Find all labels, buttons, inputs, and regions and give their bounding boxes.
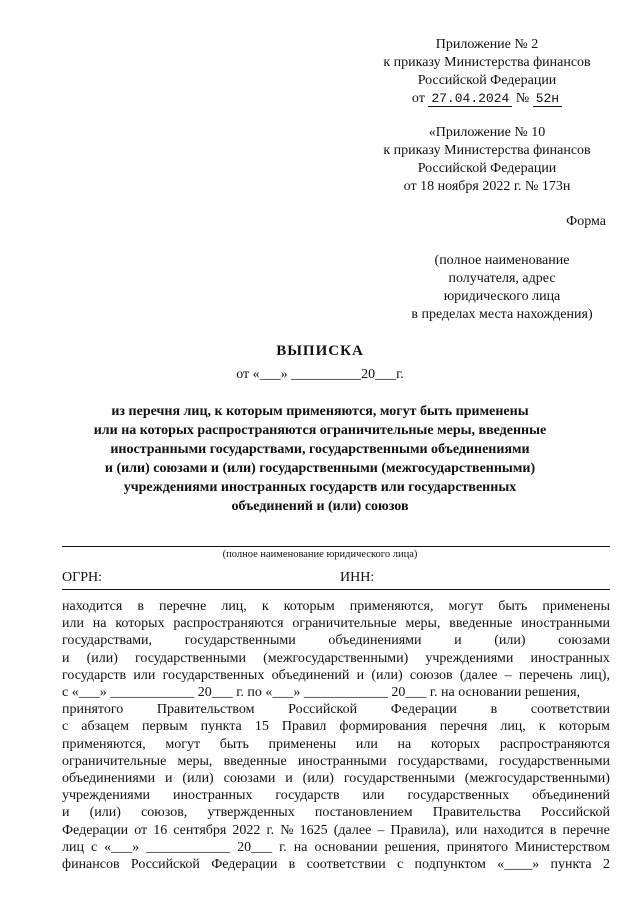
body-word: (или): [86, 650, 118, 666]
body-word: или: [133, 667, 156, 683]
body-paragraph: [62, 598, 610, 873]
body-word: Российской: [540, 805, 610, 821]
body-word: принятого: [446, 839, 509, 855]
body-word: и: [454, 633, 462, 649]
body-word: иностранных: [173, 788, 253, 804]
date-prefix: от: [411, 91, 425, 106]
body-word: объединений: [271, 667, 350, 683]
body-word: находится: [483, 822, 544, 838]
body-word: и: [285, 771, 293, 787]
document-title: ВЫПИСКА: [276, 343, 364, 359]
subtitle-line: из перечня лиц, к которым применяются, могут быть применены: [111, 404, 529, 419]
body-line: [62, 667, 610, 684]
body-word: Правил: [281, 719, 327, 735]
body-word: постановлением: [314, 805, 413, 821]
body-word: объединений: [532, 788, 610, 804]
appendix-header: [356, 36, 618, 108]
body-word: государствами,: [397, 753, 488, 769]
body-word: (или): [182, 771, 214, 787]
inner-appendix-date-line: от 18 ноября 2022 г. № 173н: [403, 179, 571, 194]
body-word: от: [134, 822, 148, 838]
body-word: 15: [254, 719, 269, 735]
body-word: (или): [89, 805, 121, 821]
body-word: государственными: [134, 650, 247, 666]
body-word: и: [62, 650, 70, 666]
order-number: 52н: [533, 91, 562, 107]
recipient-block: [382, 252, 622, 324]
body-word: 20___: [237, 839, 273, 855]
body-word: объединениями: [62, 771, 156, 787]
body-word: ограничительные: [62, 753, 167, 769]
body-line: [62, 615, 610, 632]
body-word: в: [549, 822, 557, 838]
ogrn-label: ОГРН:: [62, 570, 102, 585]
inner-appendix-header: [356, 124, 618, 196]
body-word: введенные: [223, 753, 287, 769]
body-word: основании: [314, 839, 378, 855]
body-line: [62, 753, 610, 770]
body-word: в: [137, 599, 144, 614]
body-word: формирования: [339, 719, 427, 735]
body-word: сентября: [173, 822, 227, 838]
body-word: Федерации: [211, 857, 278, 873]
document-date-line: от «___» __________20___г.: [236, 367, 404, 382]
document-subtitle: [0, 402, 640, 516]
body-line: [62, 718, 610, 735]
appendix-title: Приложение № 2: [435, 37, 539, 52]
body-word: которых: [430, 736, 481, 752]
body-word: союзами: [558, 633, 610, 649]
body-word: союзами: [223, 771, 276, 787]
body-word: государственными: [184, 633, 296, 649]
body-word: или: [362, 788, 385, 804]
body-word: в: [490, 702, 498, 718]
body-word: Правительства: [432, 805, 521, 821]
body-word: (или): [302, 771, 334, 787]
body-word: которых: [115, 616, 165, 632]
body-word: и: [62, 805, 70, 821]
body-word: или: [455, 822, 478, 838]
body-word: Министерством: [515, 839, 610, 855]
body-word: ____________: [146, 839, 231, 855]
body-word: (далее: [459, 667, 498, 683]
body-word: «___»: [104, 839, 140, 855]
body-word: распространяются: [499, 736, 610, 752]
body-word: государств: [275, 788, 340, 804]
body-word: в: [288, 857, 296, 873]
body-word: на: [293, 839, 308, 855]
body-word: государственных: [162, 667, 265, 683]
body-word: применяются,: [349, 599, 434, 614]
body-word: меры,: [177, 753, 213, 769]
body-word: Российской: [288, 702, 358, 718]
body-word: перечне: [562, 822, 610, 838]
body-word: которым: [558, 719, 610, 735]
appendix-order-line: к приказу Министерства финансов: [383, 55, 591, 70]
body-word: решения,: [384, 839, 440, 855]
body-word: пункта: [200, 719, 242, 735]
body-word: Федерации: [62, 822, 129, 838]
body-word: 1625: [299, 822, 328, 838]
body-line: с «___» ____________ 20___ г. по «___» ____________ 20___ г. на основании решения,: [62, 685, 581, 701]
body-word: применены: [268, 736, 337, 752]
body-word: государствами,: [62, 633, 153, 649]
body-word: иностранными: [521, 616, 610, 632]
body-word: соответствии: [530, 702, 610, 718]
body-line: [62, 839, 610, 856]
body-word: быть: [498, 599, 528, 614]
body-word: (или): [494, 633, 526, 649]
body-word: лиц),: [579, 667, 610, 683]
body-word: находится: [62, 599, 123, 614]
body-word: быть: [219, 736, 249, 752]
org-name-line: [62, 546, 610, 547]
body-word: соответствии: [306, 857, 386, 873]
body-word: к: [261, 599, 269, 614]
recipient-line-1: (полное наименование: [434, 253, 570, 268]
body-word: 16: [153, 822, 168, 838]
body-line: [62, 787, 610, 804]
inn-label: ИНН:: [340, 570, 375, 585]
body-word: введенные: [449, 616, 513, 632]
body-word: распространяются: [173, 616, 284, 632]
body-word: государственными: [343, 771, 455, 787]
body-word: государственных: [407, 788, 510, 804]
ogrn-inn-line: [62, 589, 610, 590]
body-word: и: [356, 667, 365, 683]
body-word: или: [355, 736, 378, 752]
org-name-caption: (полное наименование юридического лица): [222, 549, 418, 560]
body-word: государств: [62, 667, 127, 683]
body-word: лиц,: [500, 719, 526, 735]
body-word: подпунктом: [414, 857, 486, 873]
body-word: иностранных: [530, 650, 610, 666]
body-word: Правила),: [390, 822, 450, 838]
body-word: на: [92, 616, 107, 632]
body-word: союзов: [409, 667, 453, 683]
body-word: иностранными: [297, 753, 387, 769]
recipient-line-4: в пределах места нахождения): [411, 307, 593, 322]
form-label: Форма: [566, 214, 606, 229]
body-word: учреждениями: [425, 650, 514, 666]
body-line: [62, 650, 610, 667]
body-word: лиц,: [221, 599, 247, 614]
body-word: или: [62, 616, 84, 632]
body-line: [62, 736, 610, 753]
body-word: с: [90, 839, 98, 855]
appendix-date-line: [356, 90, 618, 108]
body-word: г.: [279, 839, 287, 855]
body-word: перечень: [518, 667, 573, 683]
body-word: 2022: [232, 822, 261, 838]
body-word: 2: [602, 857, 610, 873]
subtitle-line: или на которых распространяются ограничительные меры, введенные: [93, 423, 547, 438]
body-word: (или): [371, 667, 403, 683]
number-prefix: №: [515, 91, 530, 106]
body-word: Правительством: [156, 702, 255, 718]
body-word: г.: [266, 822, 275, 838]
subtitle-line: учреждениями иностранных государств или государственных: [123, 480, 517, 495]
body-word: применены: [542, 599, 610, 614]
body-word: Федерации: [390, 702, 457, 718]
body-word: перечне: [158, 599, 207, 614]
body-word: финансов: [62, 857, 120, 873]
body-line: [62, 598, 610, 615]
subtitle-line: и (или) союзами и (или) государственными (межгосударственными): [104, 461, 536, 476]
body-word: (межгосударственными): [464, 771, 610, 787]
body-line: [62, 701, 610, 718]
subtitle-line: объединений и (или) союзов: [231, 499, 409, 514]
order-date: 27.04.2024: [428, 91, 512, 107]
recipient-line-3: юридического лица: [443, 289, 561, 304]
body-word: ограничительные: [292, 616, 397, 632]
body-word: «____»: [497, 857, 540, 873]
inner-appendix-title: «Приложение № 10: [428, 125, 546, 140]
body-word: применяются,: [62, 736, 146, 752]
body-word: с: [62, 719, 69, 735]
body-word: перечня: [439, 719, 488, 735]
body-word: первым: [142, 719, 188, 735]
body-word: которым: [283, 599, 335, 614]
body-word: союзов,: [141, 805, 188, 821]
body-line: [62, 632, 610, 649]
body-word: лиц: [62, 839, 84, 855]
body-word: государственными: [498, 753, 610, 769]
appendix-federation-line: Российской Федерации: [417, 73, 557, 88]
body-line: [62, 770, 610, 787]
body-word: –: [504, 667, 512, 683]
body-word: и: [165, 771, 173, 787]
body-line: [62, 856, 610, 873]
body-word: (далее: [333, 822, 372, 838]
body-word: утвержденных: [207, 805, 295, 821]
body-word: меры,: [405, 616, 441, 632]
body-word: учреждениями: [62, 788, 151, 804]
body-word: с: [397, 857, 404, 873]
body-word: объединениями: [328, 633, 422, 649]
body-line: [62, 822, 610, 839]
inner-appendix-federation-line: Российской Федерации: [417, 161, 557, 176]
body-word: абзацем: [81, 719, 129, 735]
body-line: [62, 804, 610, 821]
inner-appendix-order-line: к приказу Министерства финансов: [383, 143, 591, 158]
body-word: к: [538, 719, 546, 735]
body-word: Российской: [130, 857, 200, 873]
body-word: –: [377, 822, 385, 838]
body-word: №: [280, 822, 294, 838]
body-word: пункта: [550, 857, 592, 873]
body-word: принятого: [62, 702, 124, 718]
subtitle-line: иностранными государствами, государственными объединениями: [110, 442, 530, 457]
body-word: могут: [165, 736, 201, 752]
body-word: на: [397, 736, 412, 752]
recipient-line-2: получателя, адрес: [448, 271, 556, 286]
body-word: могут: [448, 599, 484, 614]
body-word: (межгосударственными): [263, 650, 409, 666]
